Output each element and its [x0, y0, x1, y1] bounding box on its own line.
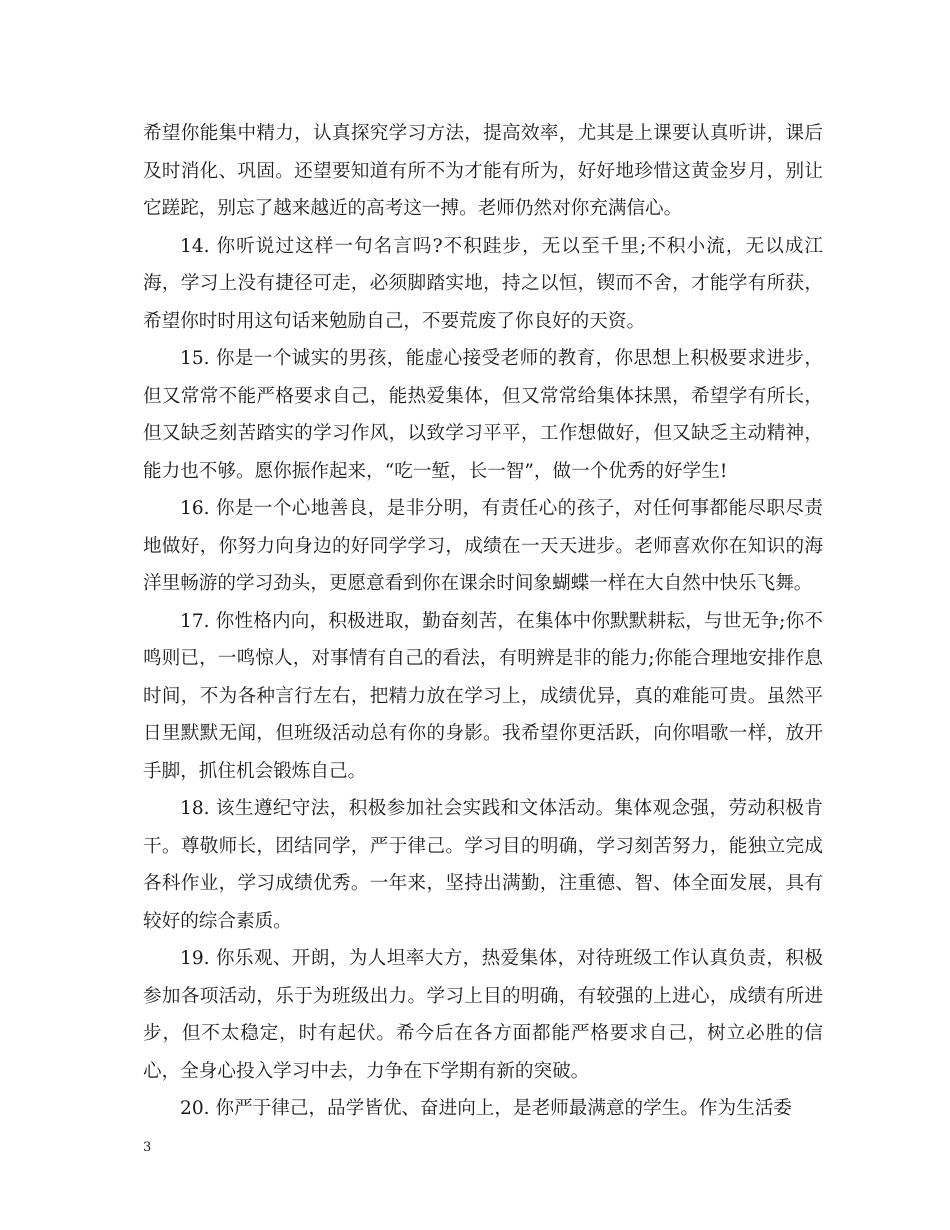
- paragraph-item-19: 19. 你乐观、开朗，为人坦率大方，热爱集体，对待班级工作认真负责，积极参加各项活动，乐于为班级出力。学习上目的明确，有较强的上进心，成绩有所进步，但不太稳定，时有起伏。希今后在各方面都能严格要求自己，树立必胜的信心，全身心投入学习中去，力争在下学期有新的突破。: [143, 948, 823, 1082]
- page-number: 3: [143, 1140, 152, 1155]
- paragraph-item-14: 14. 你听说过这样一句名言吗?不积跬步，无以至千里;不积小流，无以成江海，学习上没有捷径可走，必须脚踏实地，持之以恒，锲而不舍，才能学有所获，希望你时时用这句话来勉励自己，不要荒废了你良好的天资。: [143, 235, 823, 332]
- paragraph-item-16: 16. 你是一个心地善良，是非分明，有责任心的孩子，对任何事都能尽职尽责地做好，你努力向身边的好同学学习，成绩在一天天进步。老师喜欢你在知识的海洋里畅游的学习劲头，更愿意看到你在课余时间象蝴蝶一样在大自然中快乐飞舞。: [143, 498, 823, 594]
- paragraph-continuation: 希望你能集中精力，认真探究学习方法，提高效率，尤其是上课要认真听讲，课后及时消化、巩固。还望要知道有所不为才能有所为，好好地珍惜这黄金岁月，别让它蹉跎，别忘了越来越近的高考这一搏。老师仍然对你充满信心。: [143, 123, 823, 219]
- paragraph-item-17: 17. 你性格内向，积极进取，勤奋刻苦，在集体中你默默耕耘，与世无争;你不鸣则已，一鸣惊人，对事情有自己的看法，有明辨是非的能力;你能合理地安排作息时间，不为各种言行左右，把精力放在学习上，成绩优异，真的难能可贵。虽然平日里默默无闻，但班级活动总有你的身影。我希望你更活跃，向你唱歌一样，放开手脚，抓住机会锻炼自己。: [143, 610, 823, 782]
- paragraph-item-20: 20. 你严于律己，品学皆优、奋进向上，是老师最满意的学生。作为生活委: [180, 1098, 792, 1119]
- document-body: [143, 115, 823, 1128]
- paragraph-item-18: 18. 该生遵纪守法，积极参加社会实践和文体活动。集体观念强，劳动积极肯干。尊敬师长，团结同学，严于律己。学习目的明确，学习刻苦努力，能独立完成各科作业，学习成绩优秀。一年来，坚持出满勤，注重德、智、体全面发展，具有较好的综合素质。: [143, 798, 823, 932]
- paragraph-item-15: 15. 你是一个诚实的男孩，能虚心接受老师的教育，你思想上积极要求进步，但又常常不能严格要求自己，能热爱集体，但又常常给集体抹黑，希望学有所长，但又缺乏刻苦踏实的学习作风，以致学习平平，工作想做好，但又缺乏主动精神，能力也不够。愿你振作起来，“吃一堑，长一智”，做一个优秀的好学生!: [143, 348, 823, 482]
